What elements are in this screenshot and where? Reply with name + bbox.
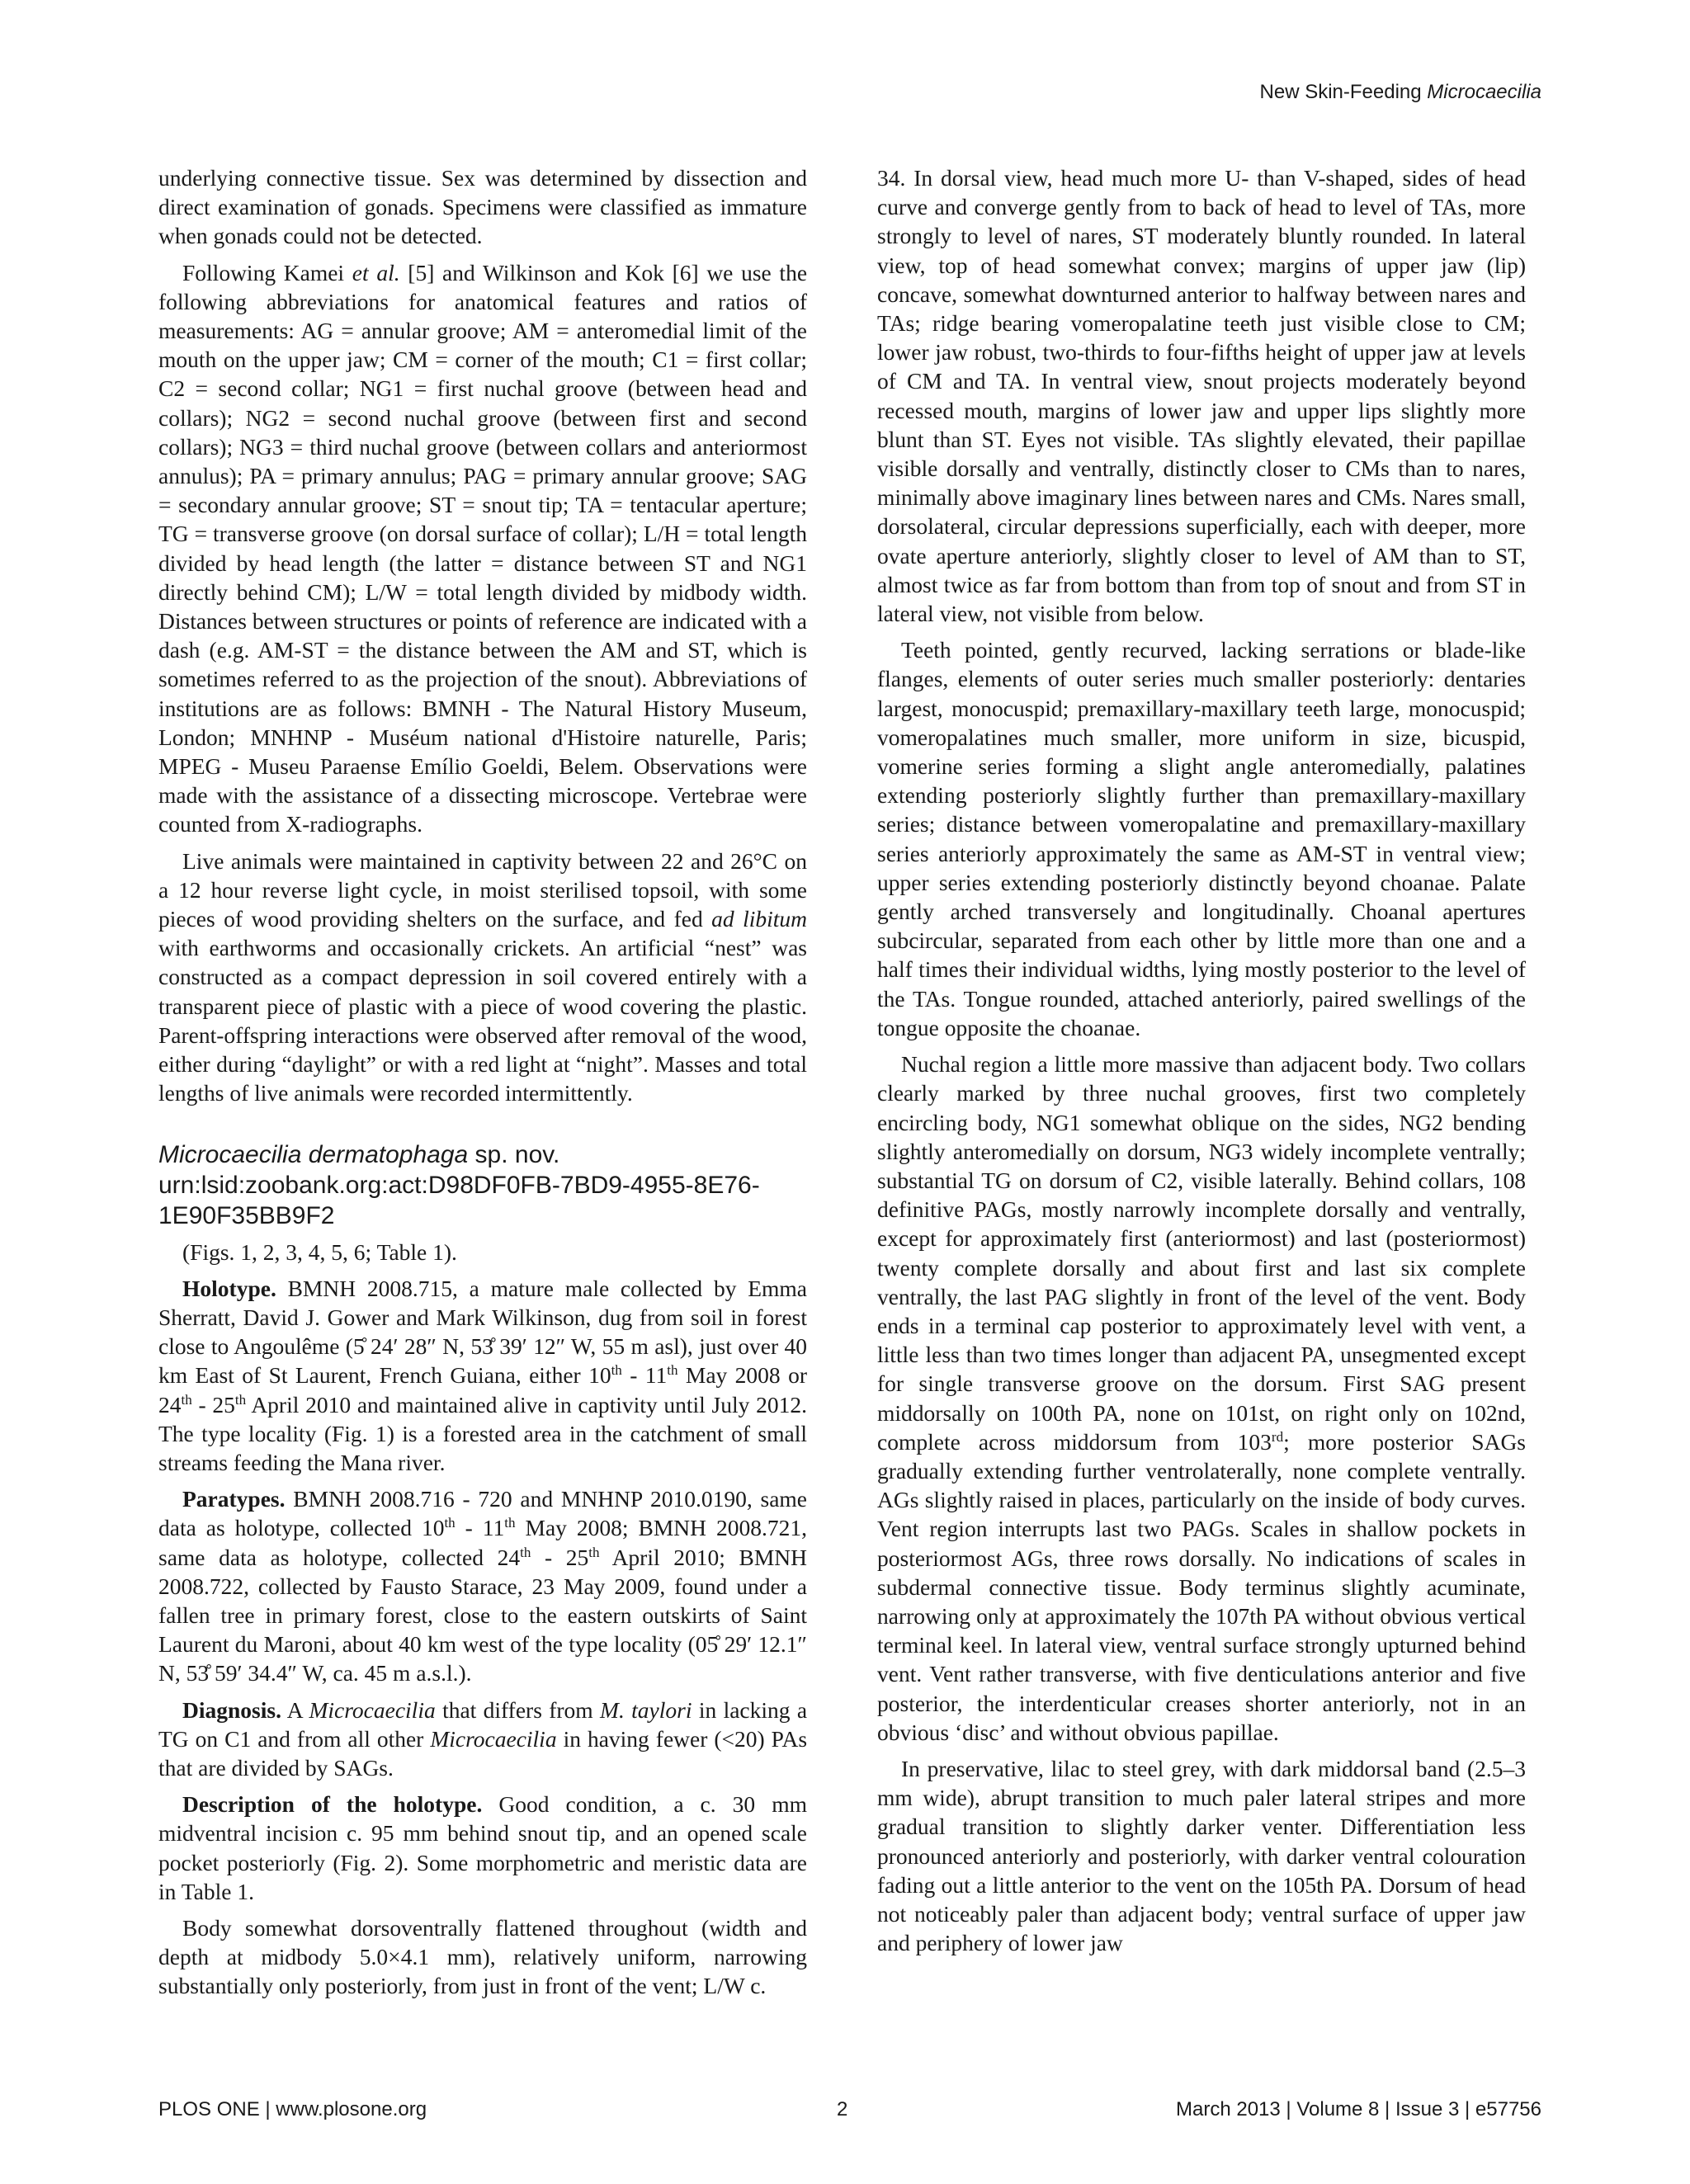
paragraph-paratypes: Paratypes. BMNH 2008.716 - 720 and MNHNP 2010.0190, same data as holotype, collected 10th - 11th May 2008; BMNH 2008.721, same data as holotype, collected 24th - 25th April 2010; BMNH 2008.722, collected by Fausto Starace, 23 May 2009, found under a fallen tree in primary forest, close to the eastern outskirts of Saint Laurent du Maroni, about 40 km west of the type locality (05̊ 29′ 12.1″ N, 53̊ 59′ 34.4″ W, ca. 45 m a.s.l.).	[158, 1486, 808, 1686]
species-name: Microcaecilia dermatophaga	[158, 1140, 469, 1168]
zoobank-lsid-line-1: urn:lsid:zoobank.org:act:D98DF0FB-7BD9-4955-8E76-	[158, 1171, 760, 1199]
paragraph-description: Description of the holotype. Good condition, a c. 30 mm midventral incision c. 95 mm behind snout tip, and an opened scale pocket posteriorly (Fig. 2). Some morphometric and meristic data are in Table 1.	[158, 1791, 807, 1904]
zoobank-lsid-line-2: 1E90F35BB9F2	[158, 1201, 335, 1229]
paragraph-diagnosis: Diagnosis. A Microcaecilia that differs from M. taylori in lacking a TG on C1 and from all other Microcaecilia in having fewer (<20) PAs that are divided by SAGs.	[158, 1696, 808, 1781]
footer-journal: PLOS ONE | www.plosone.org	[158, 2098, 427, 2120]
paragraph-nuchal-region: Nuchal region a little more massive than adjacent body. Two collars clearly marked by three nuchal grooves, first two completely encircling body, NG1 somewhat oblique on the sides, NG2 bending slightly anteromedially on dorsum, NG3 widely incomplete ventrally; substantial TG on dorsum of C2, visible laterally. Behind collars, 108 definitive PAGs, mostly narrowly incomplete dorsally and ventrally, except for approximately first (anteriormost) and last (posteriormost) twenty complete dorsally and about first and last six complete ventrally, the last PAG slightly in front of the level of the vent. Body ends in a terminal cap posterior to approximately level with vent, a little less than two times longer than adjacent PA, unsegmented except for single transverse groove on the dorsum. First SAG present middorsally on 100th PA, none on 101st, on right only on 102nd, complete across middorsum from 103rd; more posterior SAGs gradually extending further ventrolaterally, none complete ventrally. AGs slightly raised in places, particularly on the inside of body curves. Vent region interrupts last two PAGs. Scales in shallow pockets in posteriormost AGs, three rows dorsally. No indications of scales in subdermal connective tissue. Body terminus slightly acuminate, narrowing only at approximately the 107th PA without obvious vertical terminal keel. In lateral view, ventral surface strongly upturned behind vent. Vent rather transverse, with five denticulations anterior and five posterior, the interdenticular creases shorter anteriorly, not in an obvious ‘disc’ and without obvious papillae.	[877, 1051, 1527, 1745]
paragraph-head-morphology: 34. In dorsal view, head much more U- than V-shaped, sides of head curve and converge gently from to back of head to level of TAs, more strongly to level of nares, ST moderately bluntly rounded. In lateral view, top of head somewhat convex; margins of upper jaw (lip) concave, somewhat downturned anterior to halfway between nares and TAs; ridge bearing vomeropalatine teeth just visible close to CM; lower jaw robust, two-thirds to four-fifths height of upper jaw at levels of CM and TA. In ventral view, snout projects moderately beyond recessed mouth, margins of lower jaw and upper lips slightly more blunt than ST. Eyes not visible. TAs slightly elevated, their papillae visible dorsally and ventrally, distinctly closer to CMs than to nares, minimally above imaginary lines between nares and CMs. Nares small, dorsolateral, circular depressions superficially, each with deeper, more ovate aperture anteriorly, slightly closer to level of AM than to ST, almost twice as far from bottom than from top of snout and from ST in lateral view, not visible from below.	[877, 165, 1526, 627]
paragraph-body: Body somewhat dorsoventrally flattened throughout (width and depth at midbody 5.0×4.1 mm), relatively uniform, narrowing substantially only posteriorly, from just in front of the vent; L/W c.	[158, 1914, 807, 1999]
paragraph-holotype: Holotype. BMNH 2008.715, a mature male collected by Emma Sherratt, David J. Gower and Mark Wilkinson, dug from soil in forest close to Angoulême (5̊ 24′ 28″ N, 53̊ 39′ 12″ W, 55 m asl), just over 40 km East of St Laurent, French Guiana, either 10th - 11th May 2008 or 24th - 25th April 2010 and maintained alive in captivity until July 2012. The type locality (Fig. 1) is a forested area in the catchment of small streams feeding the Mana river.	[158, 1275, 807, 1475]
running-head-title: New Skin-Feeding	[1259, 81, 1422, 103]
figure-references: (Figs. 1, 2, 3, 4, 5, 6; Table 1).	[182, 1238, 457, 1265]
footer-issue: March 2013 | Volume 8 | Issue 3 | e57756	[1176, 2098, 1541, 2120]
description-label: Description of the holotype.	[182, 1791, 483, 1818]
running-head-genus: Microcaecilia	[1427, 81, 1541, 103]
page-number: 2	[837, 2098, 848, 2120]
right-column	[877, 163, 1526, 1965]
left-column	[158, 163, 807, 2008]
diagnosis-label: Diagnosis.	[182, 1696, 281, 1723]
paragraph-colouration: In preservative, lilac to steel grey, with dark middorsal band (2.5–3 mm wide), abrupt transition to much paler lateral stripes and more gradual transition to slightly darker venter. Differentiation less pronounced anteriorly and posteriorly, with darker ventral colouration fading out a little anterior to the vent on the 105th PA. Dorsum of head not noticeably paler than adjacent body; ventral surface of upper jaw and periphery of lower jaw	[877, 1755, 1526, 1956]
species-heading	[158, 1139, 807, 1231]
holotype-label: Holotype.	[182, 1275, 276, 1301]
paragraph-methods-end: underlying connective tissue. Sex was determined by dissection and direct examination of gonads. Specimens were classified as immature when gonads could not be detected.	[158, 165, 807, 249]
paragraph-teeth: Teeth pointed, gently recurved, lacking serrations or blade-like flanges, elements of outer series much smaller posteriorly: dentaries largest, monocuspid; premaxillary-maxillary teeth large, monocuspid; vomeropalatines much smaller, more uniform in size, bicuspid, vomerine series forming a slight angle anteromedially, palatines extending posteriorly slightly further than premaxillary-maxillary series; distance between vomeropalatine and premaxillary-maxillary series anteriorly approximately the same as AM-ST in ventral view; upper series extending posteriorly distinctly beyond choanae. Palate gently arched transversely and longitudinally. Choanal apertures subcircular, separated from each other by little more than one and a half times their individual widths, lying mostly posterior to the level of the TAs. Tongue rounded, attached anteriorly, paired swellings of the tongue opposite the choanae.	[877, 637, 1526, 1040]
paratypes-label: Paratypes.	[182, 1486, 286, 1512]
running-head	[1260, 81, 1541, 104]
species-status: sp. nov.	[474, 1140, 560, 1168]
paragraph-husbandry: Live animals were maintained in captivity between 22 and 26°C on a 12 hour reverse light cycle, in moist sterilised topsoil, with some pieces of wood providing shelters on the surface, and fed ad libitum with earthworms and occasionally crickets. An artificial “nest” was constructed as a compact depression in soil covered entirely with a transparent piece of plastic with a piece of wood covering the plastic. Parent-offspring interactions were observed after removal of the wood, either during “daylight” or with a red light at “night”. Masses and total lengths of live animals were recorded intermittently.	[158, 847, 808, 1106]
paragraph-abbreviations: Following Kamei et al. [5] and Wilkinson and Kok [6] we use the following abbreviations for anatomical features and ratios of measurements: AG = annular groove; AM = anteromedial limit of the mouth on the upper jaw; CM = corner of the mouth; C1 = first collar; C2 = second collar; NG1 = first nuchal groove (between head and collars); NG2 = second nuchal groove (between first and second collars); NG3 = third nuchal groove (between collars and anteriormost annulus); PA = primary annulus; PAG = primary annular groove; SAG = secondary annular groove; ST = snout tip; TA = tentacular aperture; TG = transverse groove (on dorsal surface of collar); L/H = total length divided by head length (the latter = distance between ST and NG1 directly behind CM); L/W = total length divided by midbody width. Distances between structures or points of reference are indicated with a dash (e.g. AM-ST = the distance between the AM and ST, which is sometimes referred to as the projection of the snout). Abbreviations of institutions are as follows: BMNH - The Natural History Museum, London; MNHNP - Muséum national d'Histoire naturelle, Paris; MPEG - Museu Paraense Emílio Goeldi, Belem. Observations were made with the assistance of a dissecting microscope. Vertebrae were counted from X-radiographs.	[158, 259, 808, 837]
